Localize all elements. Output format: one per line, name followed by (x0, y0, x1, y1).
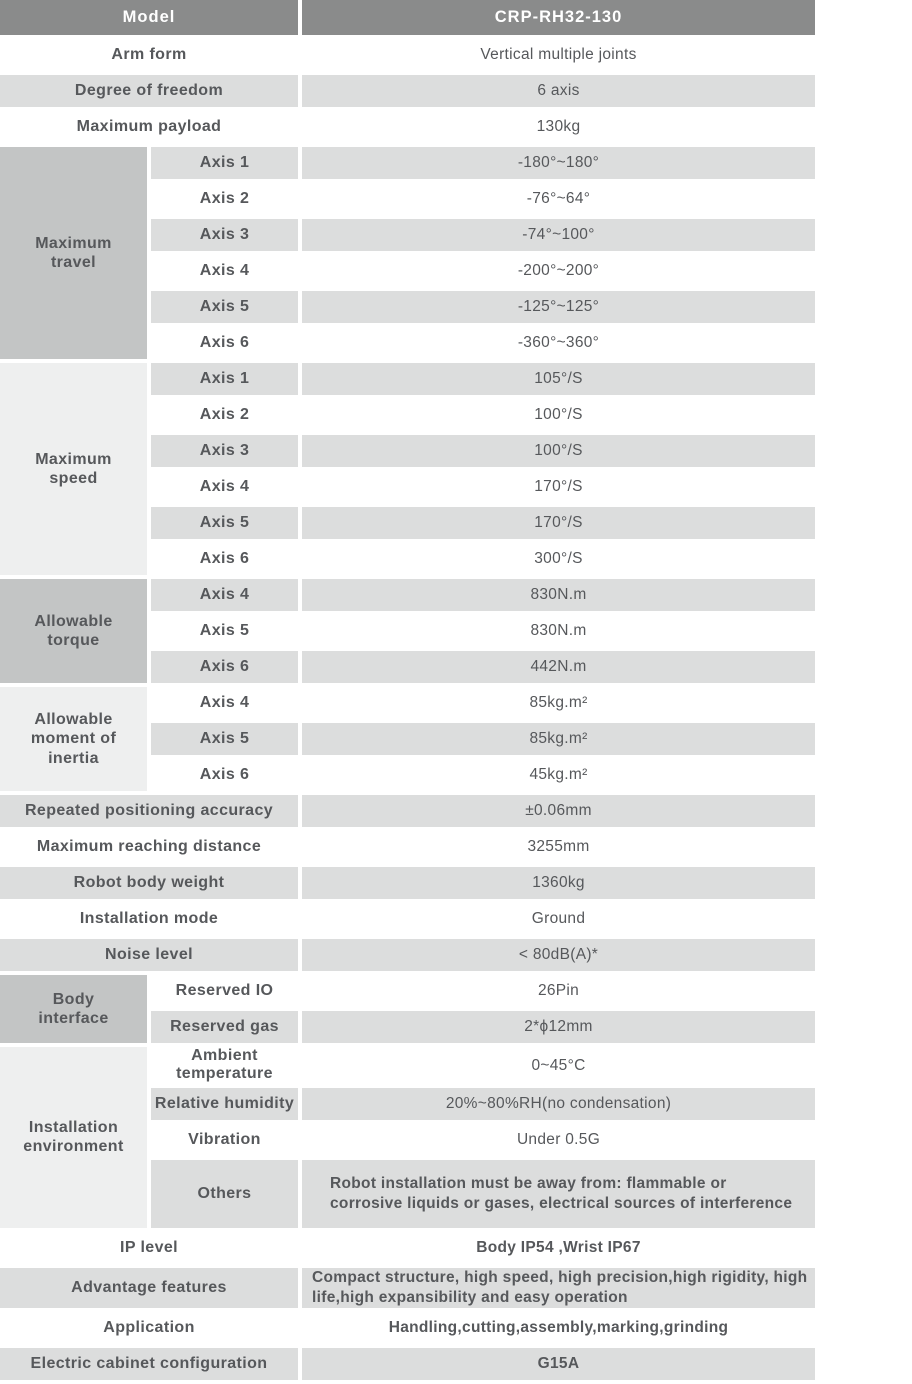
table-row (0, 37, 815, 73)
axis-value: 830N.m (300, 577, 815, 613)
axis-label: Axis 2 (149, 397, 300, 433)
table-row (0, 1266, 815, 1310)
axis-value: 300°/S (300, 541, 815, 577)
row-label: Robot body weight (0, 865, 300, 901)
axis-label: Axis 6 (149, 325, 300, 361)
axis-label: Axis 1 (149, 145, 300, 181)
table-row (0, 685, 815, 721)
row-value: ±0.06mm (300, 793, 815, 829)
axis-label: Axis 5 (149, 505, 300, 541)
row-value: < 80dB(A)* (300, 937, 815, 973)
axis-value: -125°~125° (300, 289, 815, 325)
group-label: Maximum travel (0, 145, 149, 361)
table-row (0, 1310, 815, 1346)
axis-label: Axis 6 (149, 649, 300, 685)
axis-value: 85kg.m² (300, 721, 815, 757)
row-value: 130kg (300, 109, 815, 145)
row-value: Vertical multiple joints (300, 37, 815, 73)
axis-value: 170°/S (300, 469, 815, 505)
axis-label: Axis 3 (149, 433, 300, 469)
sub-value: 20%~80%RH(no condensation) (300, 1086, 815, 1122)
row-label: Maximum reaching distance (0, 829, 300, 865)
row-value: Handling,cutting,assembly,marking,grinding (300, 1310, 815, 1346)
row-label: Maximum payload (0, 109, 300, 145)
sub-label: Ambient temperature (149, 1045, 300, 1086)
sub-value: 26Pin (300, 973, 815, 1009)
row-value: 3255mm (300, 829, 815, 865)
sub-label: Relative humidity (149, 1086, 300, 1122)
axis-value: -76°~64° (300, 181, 815, 217)
sub-value: 0~45°C (300, 1045, 815, 1086)
table-row (0, 109, 815, 145)
axis-value: 830N.m (300, 613, 815, 649)
row-label: Electric cabinet configuration (0, 1346, 300, 1382)
row-value: 1360kg (300, 865, 815, 901)
group-label: Maximum speed (0, 361, 149, 577)
row-label: Degree of freedom (0, 73, 300, 109)
table-row (0, 973, 815, 1009)
row-value: Body IP54 ,Wrist IP67 (300, 1230, 815, 1266)
model-label: Model (0, 0, 300, 37)
axis-label: Axis 4 (149, 469, 300, 505)
sub-value: 2*ϕ12mm (300, 1009, 815, 1045)
table-row (0, 73, 815, 109)
model-value: CRP-RH32-130 (300, 0, 815, 37)
row-label: Noise level (0, 937, 300, 973)
axis-label: Axis 1 (149, 361, 300, 397)
sub-value: Robot installation must be away from: flammable or corrosive liquids or gases, electrical sources of interference (300, 1158, 815, 1230)
group-label: Allowable torque (0, 577, 149, 685)
axis-value: 100°/S (300, 433, 815, 469)
axis-label: Axis 6 (149, 541, 300, 577)
sub-label: Others (149, 1158, 300, 1230)
axis-value: -360°~360° (300, 325, 815, 361)
row-label: Arm form (0, 37, 300, 73)
sub-label: Reserved IO (149, 973, 300, 1009)
table-row (0, 937, 815, 973)
axis-label: Axis 4 (149, 253, 300, 289)
table-row (0, 145, 815, 181)
row-value: Ground (300, 901, 815, 937)
group-label: Allowable moment of inertia (0, 685, 149, 793)
axis-label: Axis 2 (149, 181, 300, 217)
sub-value: Under 0.5G (300, 1122, 815, 1158)
group-label: Body interface (0, 973, 149, 1045)
table-row (0, 1346, 815, 1382)
table-row (0, 577, 815, 613)
axis-value: 170°/S (300, 505, 815, 541)
table-row (0, 865, 815, 901)
axis-value: -180°~180° (300, 145, 815, 181)
table-row (0, 901, 815, 937)
axis-value: 45kg.m² (300, 757, 815, 793)
row-label: Application (0, 1310, 300, 1346)
row-label: Repeated positioning accuracy (0, 793, 300, 829)
axis-value: 85kg.m² (300, 685, 815, 721)
table-row (0, 829, 815, 865)
axis-value: 105°/S (300, 361, 815, 397)
axis-value: 442N.m (300, 649, 815, 685)
axis-label: Axis 4 (149, 685, 300, 721)
row-value: Compact structure, high speed, high precision,high rigidity, high life,high expansibility and easy operation (300, 1266, 815, 1310)
axis-label: Axis 4 (149, 577, 300, 613)
row-label: Installation mode (0, 901, 300, 937)
axis-value: 100°/S (300, 397, 815, 433)
group-label: Installation environment (0, 1045, 149, 1230)
header-row (0, 0, 815, 37)
axis-value: -200°~200° (300, 253, 815, 289)
row-label: IP level (0, 1230, 300, 1266)
axis-label: Axis 3 (149, 217, 300, 253)
table-row (0, 361, 815, 397)
axis-label: Axis 5 (149, 289, 300, 325)
table-row (0, 1230, 815, 1266)
row-value: 6 axis (300, 73, 815, 109)
axis-label: Axis 5 (149, 613, 300, 649)
table-row (0, 793, 815, 829)
table-row (0, 1045, 815, 1086)
sub-label: Vibration (149, 1122, 300, 1158)
axis-value: -74°~100° (300, 217, 815, 253)
axis-label: Axis 6 (149, 757, 300, 793)
axis-label: Axis 5 (149, 721, 300, 757)
sub-label: Reserved gas (149, 1009, 300, 1045)
row-value: G15A (300, 1346, 815, 1382)
row-label: Advantage features (0, 1266, 300, 1310)
